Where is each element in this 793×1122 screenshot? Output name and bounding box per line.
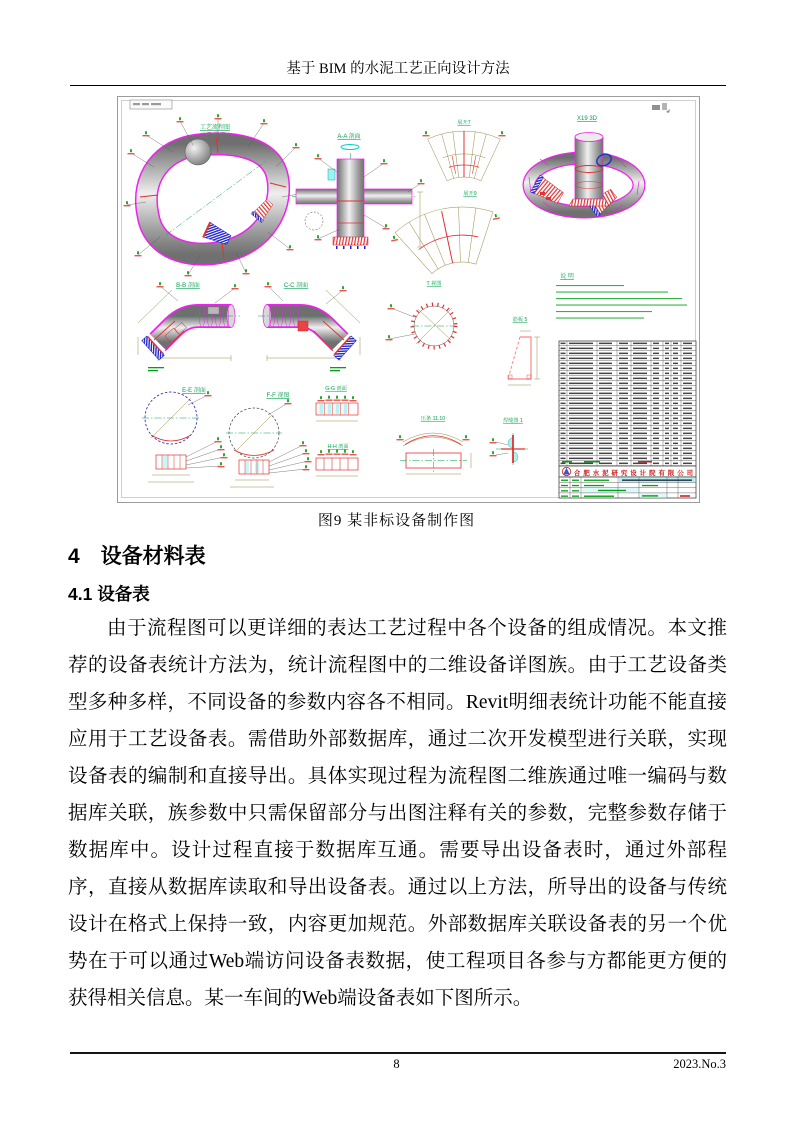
notes-title: 说 明 bbox=[560, 274, 574, 280]
view-label-weld: 焊缝图 1 bbox=[503, 418, 523, 424]
view-label-hh: H-H 剖面 bbox=[327, 444, 349, 450]
page-number: 8 bbox=[393, 1057, 400, 1071]
title-block bbox=[559, 477, 696, 498]
view-section-cc bbox=[258, 281, 360, 371]
viewport-tab bbox=[130, 100, 172, 109]
page-header-title: 基于 BIM 的水泥工艺正向设计方法 bbox=[70, 57, 726, 86]
view-label-plan: 工艺流程图 bbox=[199, 125, 231, 131]
view-label-ee: E-E 剖面 bbox=[182, 388, 206, 394]
footer-divider bbox=[70, 1052, 726, 1054]
view-label-ff: F-F 视图 bbox=[266, 393, 290, 399]
view-label-bb: B-B 剖面 bbox=[176, 283, 200, 289]
view-label-iso: X19 3D bbox=[576, 116, 598, 122]
section-heading-4-1: 4.1 设备表 bbox=[68, 584, 150, 604]
view-label-aa: A-A 剖面 bbox=[337, 134, 361, 140]
company-name: 合肥水泥研究设计院有限公司 bbox=[573, 470, 697, 478]
notes-block bbox=[556, 272, 687, 319]
view-label-dev7: 展开7 bbox=[457, 120, 471, 126]
parts-table bbox=[559, 341, 696, 466]
company-logo bbox=[562, 467, 570, 475]
section-heading-4: 4 设备材料表 bbox=[68, 545, 206, 568]
figure-cad-drawing bbox=[117, 96, 700, 503]
view-iso-3d bbox=[529, 116, 639, 217]
view-section-bb bbox=[138, 281, 240, 371]
view-section-aa bbox=[292, 132, 425, 249]
view-label-gg: G-G 剖面 bbox=[325, 386, 347, 392]
view-section-gg bbox=[316, 384, 358, 421]
view-rib-plate bbox=[508, 315, 540, 385]
view-ff bbox=[226, 391, 312, 487]
viewcube-icon bbox=[652, 103, 670, 113]
journal-issue: 2023.No.3 bbox=[673, 1057, 726, 1071]
view-plan bbox=[120, 113, 308, 280]
view-label-dev9: 展开9 bbox=[463, 191, 477, 197]
figure-caption: 图9 某非标设备制作图 bbox=[317, 513, 476, 529]
view-label-rib: 筋板 5 bbox=[512, 317, 528, 323]
view-dev7 bbox=[423, 118, 506, 181]
view-t-flange bbox=[386, 279, 457, 348]
view-strip bbox=[397, 414, 472, 474]
cad-sheet bbox=[118, 97, 699, 502]
title-block-company-row bbox=[559, 466, 696, 477]
view-section-hh bbox=[316, 442, 358, 476]
view-label-strip: 压条 11.10 bbox=[420, 416, 446, 422]
view-weld bbox=[490, 416, 531, 465]
body-paragraph: 由于流程图可以更详细的表达工艺过程中各个设备的组成情况。本文推荐的设备表统计方法为，统计流程图中的二维设备详图族。由于工艺设备类型多种多样，不同设备的参数内容各不相同。Revit明细表统计功能不能直接应用于工艺设备表。需借助外部数据库，通过二次开发模型进行关联，实现设备表的编制和直接导出。具体实现过程为流程图二维族通过唯一编码与数据库关联，族参数中只需保留部分与出图注释有关的参数，完整参数存储于数据库中。设计过程直接于数据库互通。需要导出设备表时，通过外部程序，直接从数据库读取和导出设备表。通过以上方法，所导出的设备与传统设计在格式上保持一致，内容更加规范。外部数据库关联设备表的另一个优势在于可以通过Web端访问设备表数据，使工程项目各参与方都能更方便的获得相关信息。某一车间的Web端设备表如下图所示。 bbox=[68, 618, 727, 1009]
view-label-cc: C-C 剖面 bbox=[283, 283, 309, 289]
view-label-t: T 视图 bbox=[426, 281, 442, 287]
view-section-ee bbox=[142, 386, 228, 482]
